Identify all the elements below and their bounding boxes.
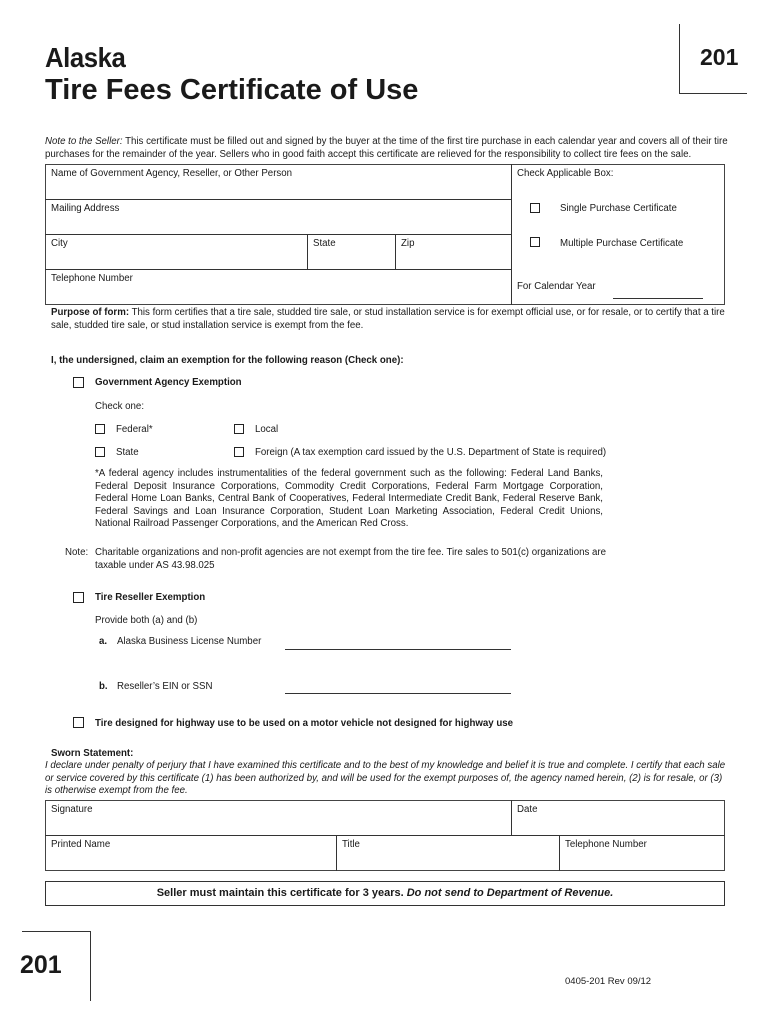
do-not-send-text: Do not send to Department of Revenue. bbox=[406, 887, 614, 899]
purpose-text: This form certifies that a tire sale, studded tire sale, or stud installation service is for exempt official use, or for resale, or to certify that a tire sale, studded tire sale, or stud installation service is exempt from the fee. bbox=[51, 307, 725, 331]
signer-telephone-field[interactable]: Telephone Number bbox=[565, 839, 647, 850]
date-field[interactable]: Date bbox=[517, 804, 538, 815]
header-divider-vertical bbox=[679, 24, 680, 94]
check-one-label: Check one: bbox=[95, 401, 145, 412]
purpose-of-form bbox=[51, 307, 726, 332]
sworn-heading: Sworn Statement: bbox=[51, 748, 134, 759]
state-label: State bbox=[116, 447, 139, 458]
item-b-letter: b. bbox=[99, 681, 108, 692]
state-zip-divider bbox=[395, 234, 396, 269]
printed-name-field[interactable]: Printed Name bbox=[51, 839, 111, 850]
maintain-text: Seller must maintain this certificate for 3 years. bbox=[156, 887, 404, 899]
gov-agency-label: Government Agency Exemption bbox=[95, 377, 242, 388]
signature-row-line bbox=[45, 835, 725, 836]
buyer-row-line-2 bbox=[45, 234, 512, 235]
revision-code: 0405-201 Rev 09/12 bbox=[565, 976, 652, 987]
business-license-input[interactable] bbox=[285, 649, 511, 650]
local-label: Local bbox=[255, 424, 279, 435]
name-title-divider bbox=[336, 835, 337, 871]
foreign-label: Foreign (A tax exemption card issued by the U.S. Department of State is required) bbox=[255, 447, 607, 458]
signature-date-divider bbox=[511, 800, 512, 836]
ein-ssn-input[interactable] bbox=[285, 693, 511, 694]
seller-retention-notice bbox=[45, 881, 725, 906]
local-checkbox[interactable] bbox=[234, 424, 244, 434]
header-divider-horizontal bbox=[679, 93, 747, 94]
note-to-seller-text: This certificate must be filled out and signed by the buyer at the time of the first tire purchase in each calendar year and covers all of their tire purchases for the remainder of the year. Sellers who in good faith accept this certificate are relieved for the responsibility to collect tire fees on the sale. bbox=[45, 136, 728, 160]
buyer-row-line-3 bbox=[45, 269, 512, 270]
calendar-year-input[interactable] bbox=[613, 298, 703, 299]
bottom-form-number: 201 bbox=[20, 951, 62, 979]
zip-field[interactable]: Zip bbox=[401, 238, 415, 249]
business-license-label: Alaska Business License Number bbox=[117, 636, 262, 647]
federal-label: Federal* bbox=[116, 424, 153, 435]
form-title: Tire Fees Certificate of Use bbox=[45, 74, 419, 106]
foreign-checkbox[interactable] bbox=[234, 447, 244, 457]
note-to-seller-label: Note to the Seller: bbox=[45, 136, 123, 147]
calendar-year-label: For Calendar Year bbox=[517, 281, 596, 292]
item-a-letter: a. bbox=[99, 636, 108, 647]
form-number: 201 bbox=[700, 44, 739, 70]
title-phone-divider bbox=[559, 835, 560, 871]
single-purchase-label: Single Purchase Certificate bbox=[560, 203, 677, 214]
name-field[interactable]: Name of Government Agency, Reseller, or Other Person bbox=[51, 168, 293, 179]
state-name: Alaska bbox=[45, 42, 126, 73]
mailing-address-field[interactable]: Mailing Address bbox=[51, 203, 120, 214]
gov-agency-checkbox[interactable] bbox=[73, 377, 84, 388]
exemption-heading: I, the undersigned, claim an exemption for the following reason (Check one): bbox=[51, 355, 404, 366]
sworn-text: I declare under penalty of perjury that I have examined this certificate and to the best of my knowledge and belief it is true and complete. I certify that each sale or service covered by this certificate (1) has been authorized by, and will be used for the exempt purposes of, the agency named herein, (2) is for resale, or (3) is otherwise exempt from the fee. bbox=[45, 760, 726, 796]
buyer-row-line-1 bbox=[45, 199, 512, 200]
ein-ssn-label: Reseller’s EIN or SSN bbox=[117, 681, 213, 692]
check-applicable-label: Check Applicable Box: bbox=[517, 168, 614, 179]
telephone-field[interactable]: Telephone Number bbox=[51, 273, 133, 284]
note-to-seller bbox=[45, 136, 730, 161]
federal-agency-note: *A federal agency includes instrumentalities of the federal government such as the following: Federal Land Banks, Federal Deposit Insurance Corporations, Commodity Credit Corporations, Federal Farm Mortgage Corporation, Federal Home Loan Banks, Central Bank of Cooperatives, Federal Intermediate Credit Bank, Federal Reserve Bank, Federal Savings and Loan Insurance Corporation, Student Loan Marketing Association, Federal Credit Unions, National Railroad Passenger Corporations, and the American Red Cross. bbox=[95, 468, 603, 529]
bottom-divider-horizontal bbox=[22, 931, 90, 932]
charity-note-label: Note: bbox=[65, 547, 89, 558]
provide-both-label: Provide both (a) and (b) bbox=[95, 615, 198, 626]
highway-checkbox[interactable] bbox=[73, 717, 84, 728]
charity-note-text: Charitable organizations and non-profit agencies are not exempt from the tire fee. Tire sales to 501(c) organizations are taxable under AS 43.98.025 bbox=[95, 547, 607, 571]
purpose-label: Purpose of form: bbox=[51, 307, 130, 318]
highway-label: Tire designed for highway use to be used on a motor vehicle not designed for highway use bbox=[95, 718, 514, 729]
multiple-purchase-checkbox[interactable] bbox=[530, 237, 540, 247]
signature-field[interactable]: Signature bbox=[51, 804, 93, 815]
title-field[interactable]: Title bbox=[342, 839, 360, 850]
federal-checkbox[interactable] bbox=[95, 424, 105, 434]
city-field[interactable]: City bbox=[51, 238, 68, 249]
reseller-label: Tire Reseller Exemption bbox=[95, 592, 206, 603]
state-field[interactable]: State bbox=[313, 238, 336, 249]
city-state-divider bbox=[307, 234, 308, 269]
single-purchase-checkbox[interactable] bbox=[530, 203, 540, 213]
multiple-purchase-label: Multiple Purchase Certificate bbox=[560, 238, 684, 249]
reseller-checkbox[interactable] bbox=[73, 592, 84, 603]
bottom-divider-vertical bbox=[90, 931, 91, 1001]
state-checkbox[interactable] bbox=[95, 447, 105, 457]
